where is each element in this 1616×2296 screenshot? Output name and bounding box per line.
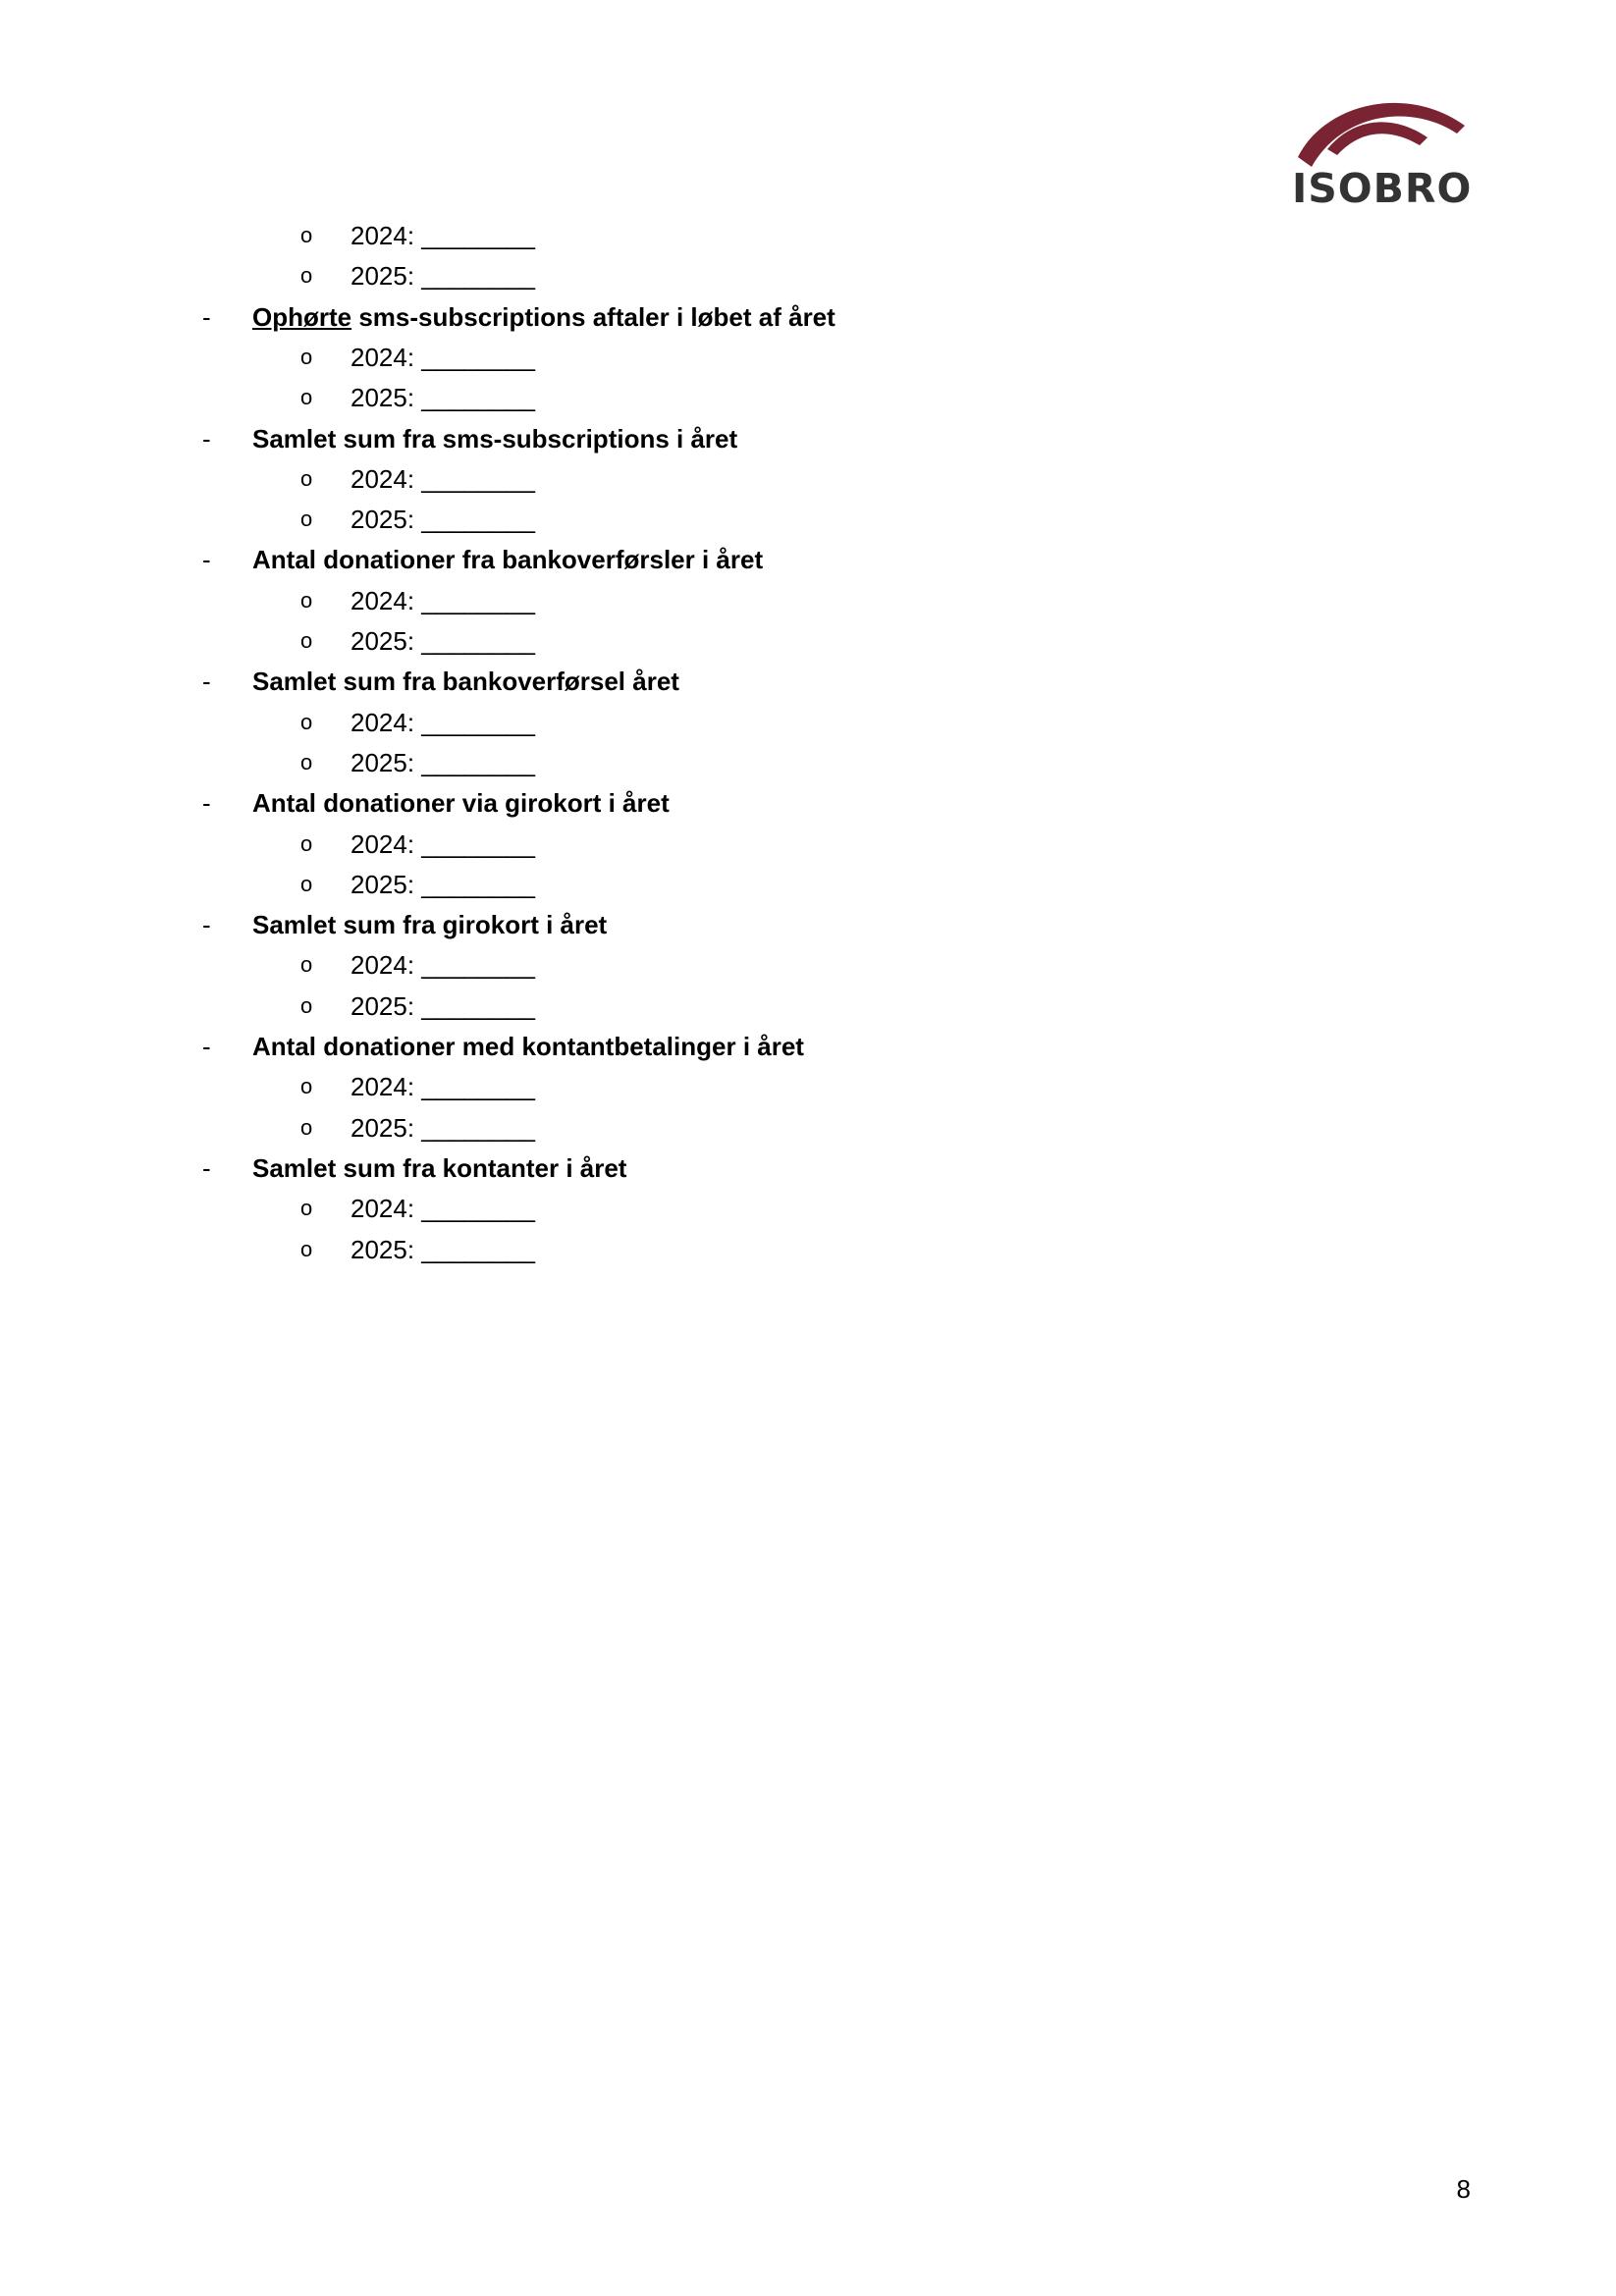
heading-text: Antal donationer via girokort i året — [252, 788, 670, 819]
list-heading — [0, 542, 1616, 577]
circle-bullet-icon: o — [300, 587, 313, 613]
year-field-label: 2025: ________ — [350, 747, 535, 777]
circle-bullet-icon: o — [300, 1236, 313, 1261]
list-item — [0, 258, 1616, 294]
dash-bullet: - — [202, 301, 211, 332]
list-item — [0, 502, 1616, 537]
heading-text: Antal donationer fra bankoverførsler i året — [252, 545, 764, 575]
list-item — [0, 947, 1616, 983]
list-item — [0, 1110, 1616, 1146]
list-item — [0, 1069, 1616, 1104]
dash-bullet: - — [202, 788, 211, 819]
circle-bullet-icon: o — [300, 385, 313, 410]
circle-bullet-icon: o — [300, 1114, 313, 1140]
list-item — [0, 827, 1616, 862]
heading-text — [252, 299, 835, 335]
year-field-label: 2024: ________ — [350, 585, 535, 615]
circle-bullet-icon: o — [300, 507, 313, 532]
list-item — [0, 1232, 1616, 1267]
circle-bullet-icon: o — [300, 1074, 313, 1099]
year-field-label: 2024: ________ — [350, 463, 535, 494]
circle-bullet-icon: o — [300, 344, 313, 369]
year-field-label: 2025: ________ — [350, 990, 535, 1021]
dash-bullet: - — [202, 545, 211, 575]
year-field-label: 2024: ________ — [350, 1194, 535, 1224]
dash-bullet: - — [202, 667, 211, 697]
list-item — [0, 583, 1616, 618]
list-heading — [0, 299, 1616, 335]
circle-bullet-icon: o — [300, 1196, 313, 1221]
logo-wordmark: ISOBRO — [1292, 165, 1473, 212]
year-field-label: 2024: ________ — [350, 828, 535, 859]
year-field-label: 2024: ________ — [350, 707, 535, 737]
list-item — [0, 380, 1616, 415]
year-field-label: 2024: ________ — [350, 950, 535, 981]
list-item — [0, 705, 1616, 740]
list-heading — [0, 1150, 1616, 1186]
year-field-label: 2025: ________ — [350, 505, 535, 535]
page-number: 8 — [1456, 2174, 1471, 2204]
year-field-label: 2025: ________ — [350, 1234, 535, 1264]
bridge-arch-icon — [1292, 90, 1471, 169]
dash-bullet: - — [202, 1152, 211, 1183]
circle-bullet-icon: o — [300, 263, 313, 289]
list-item — [0, 745, 1616, 780]
year-field-label: 2025: ________ — [350, 383, 535, 413]
list-heading — [0, 785, 1616, 821]
underlined-word: Ophørte — [252, 301, 352, 332]
circle-bullet-icon: o — [300, 223, 313, 247]
year-field-label: 2025: ________ — [350, 626, 535, 656]
circle-bullet-icon: o — [300, 952, 313, 978]
isobro-logo — [1292, 90, 1471, 216]
year-field-label: 2025: ________ — [350, 869, 535, 899]
circle-bullet-icon: o — [300, 830, 313, 856]
year-field-label: 2024: ________ — [350, 1072, 535, 1102]
list-item — [0, 623, 1616, 659]
circle-bullet-icon: o — [300, 871, 313, 896]
list-heading — [0, 1029, 1616, 1064]
list-heading — [0, 664, 1616, 699]
heading-text-rest: sms-subscriptions aftaler i løbet af året — [351, 301, 835, 332]
list-item — [0, 340, 1616, 375]
heading-text: Samlet sum fra girokort i året — [252, 910, 608, 940]
heading-text: Samlet sum fra kontanter i året — [252, 1152, 627, 1183]
heading-text: Samlet sum fra sms-subscriptions i året — [252, 423, 738, 454]
list-item — [0, 867, 1616, 902]
list-item — [0, 988, 1616, 1024]
list-item — [0, 218, 1616, 253]
dash-bullet: - — [202, 423, 211, 454]
list-heading — [0, 421, 1616, 456]
year-field-label: 2024: ________ — [350, 342, 535, 372]
circle-bullet-icon: o — [300, 749, 313, 774]
heading-text: Samlet sum fra bankoverførsel året — [252, 667, 679, 697]
heading-text: Antal donationer med kontantbetalinger i året — [252, 1032, 804, 1061]
dash-bullet: - — [202, 910, 211, 940]
year-field-label: 2024: ________ — [350, 221, 535, 250]
year-field-label: 2025: ________ — [350, 1112, 535, 1143]
list-item — [0, 1191, 1616, 1226]
list-item — [0, 461, 1616, 497]
year-field-label: 2025: ________ — [350, 261, 535, 292]
circle-bullet-icon: o — [300, 709, 313, 734]
circle-bullet-icon: o — [300, 992, 313, 1018]
dash-bullet: - — [202, 1032, 211, 1061]
circle-bullet-icon: o — [300, 465, 313, 491]
circle-bullet-icon: o — [300, 628, 313, 653]
list-heading — [0, 907, 1616, 942]
